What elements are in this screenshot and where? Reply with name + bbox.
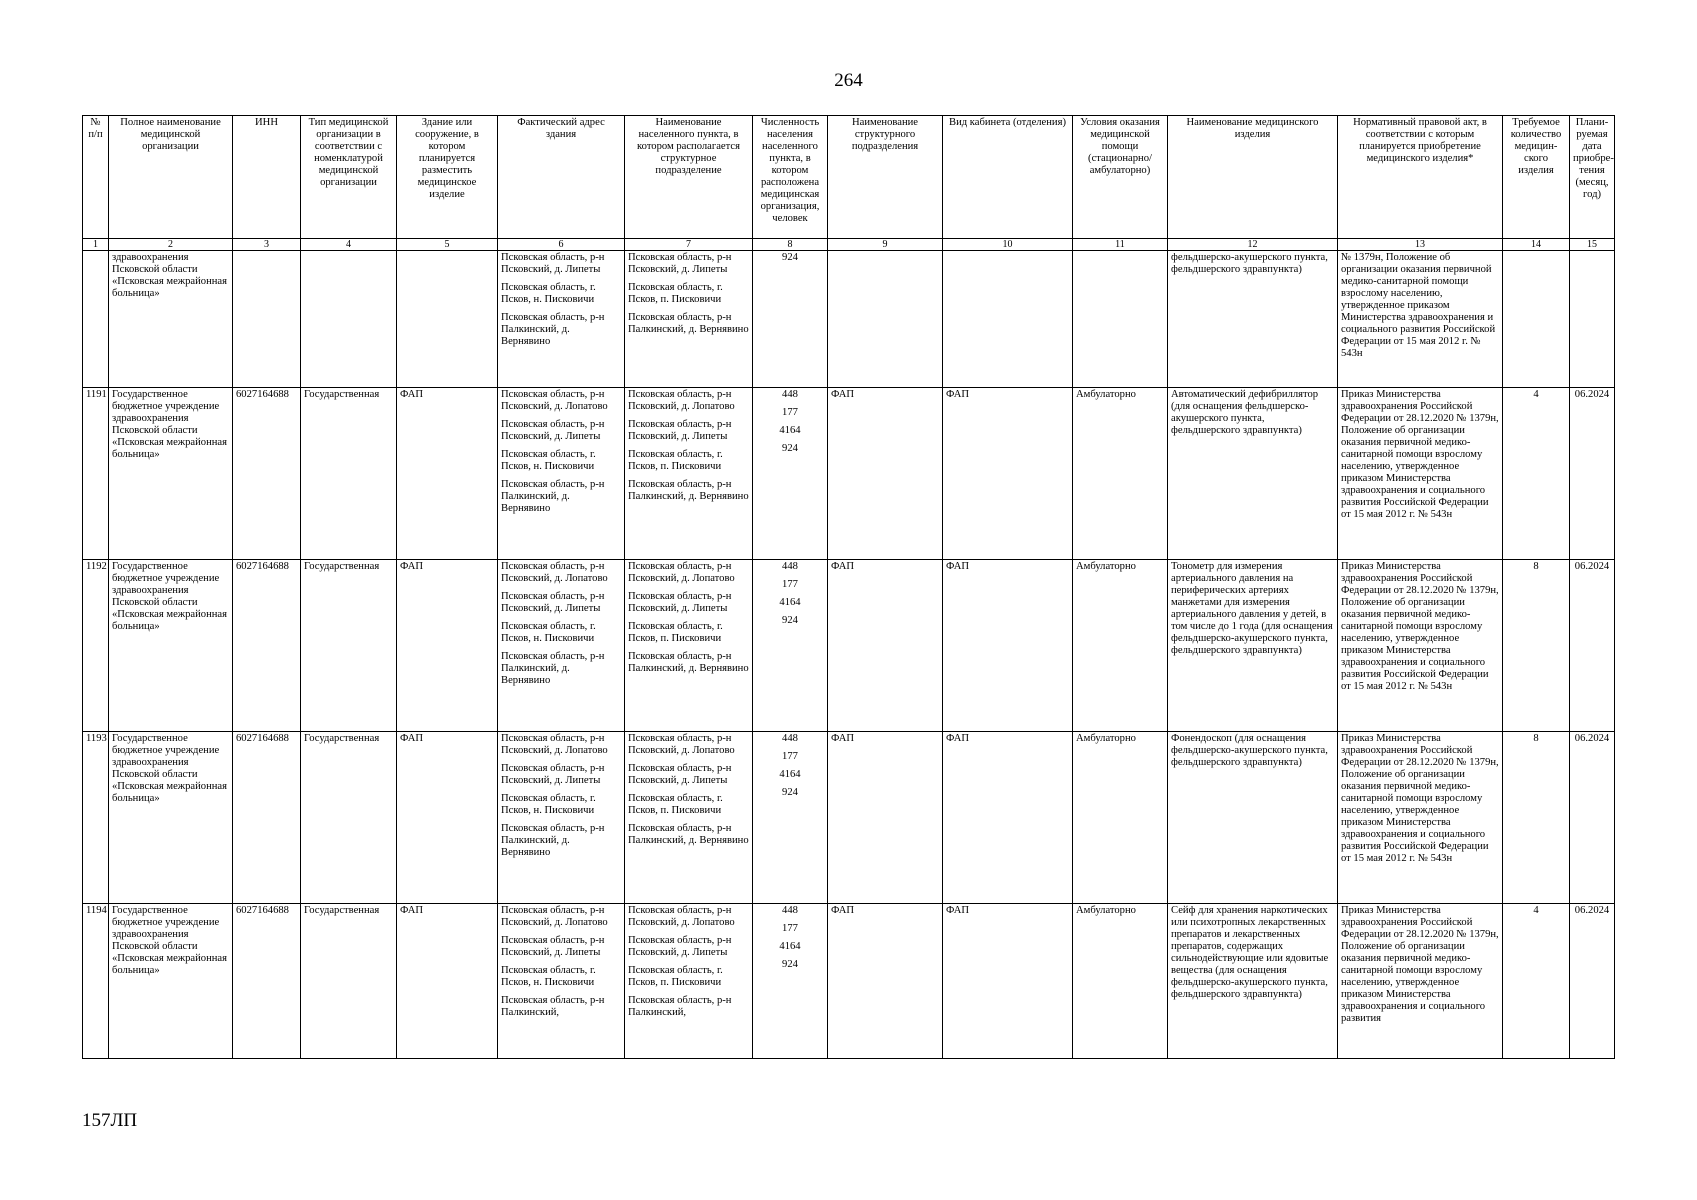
settlement: Псковская область, р-н Палкинский, д. Вернявино (628, 479, 749, 502)
column-header: Тип медицинской организации в соответствии с номенклатурой медицинской организации (301, 116, 397, 239)
inn: 6027164688 (233, 732, 301, 904)
population: 177 (782, 579, 798, 590)
address: Псковская область, р-н Псковский, д. Липеты (501, 935, 605, 958)
quantity: 4 (1503, 388, 1570, 560)
inn: 6027164688 (233, 388, 301, 560)
row-number: 1192 (83, 560, 109, 732)
address: Псковская область, г. Псков, н. Писковичи (501, 793, 596, 816)
column-header: ИНН (233, 116, 301, 239)
address: Псковская область, р-н Псковский, д. Лопатово (501, 389, 608, 412)
legal-act: Приказ Министерства здравоохранения Российской Федерации от 28.12.2020 № 1379н, Положение об организации оказания первичной медико-санитарной помощи взрослому населению, утвержденное приказом Министерства здравоохранения и социального развития Российской Федерации от 15 мая 2012 г. № 543н (1338, 732, 1503, 904)
column-header: Наименование структурного подразделения (828, 116, 943, 239)
settlement: Псковская область, р-н Псковский, д. Липеты (628, 763, 732, 786)
settlement: Псковская область, р-н Псковский, д. Лопатово (628, 389, 735, 412)
subdivision (828, 251, 943, 388)
address-cell (498, 388, 625, 560)
column-header: Фактический адрес здания (498, 116, 625, 239)
subdivision: ФАП (828, 560, 943, 732)
column-header: Наименование населенного пункта, в котором располагается структурное подразделение (625, 116, 753, 239)
org-name: Государственное бюджетное учреждение здравоохранения Псковской области «Псковская межрайонная больница» (109, 560, 233, 732)
address: Псковская область, р-н Палкинский, д. Вернявино (501, 651, 605, 686)
settlement: Псковская область, р-н Псковский, д. Липеты (628, 935, 732, 958)
column-header: Здание или сооружение, в котором планируется разместить медицинское изделие (397, 116, 498, 239)
org-type (301, 251, 397, 388)
purchase-date: 06.2024 (1570, 904, 1615, 1059)
column-number: 11 (1073, 239, 1168, 251)
purchase-date: 06.2024 (1570, 560, 1615, 732)
population: 448 (782, 733, 798, 744)
column-number: 8 (753, 239, 828, 251)
row-number: 1193 (83, 732, 109, 904)
table-row (83, 732, 1615, 904)
population: 448 (782, 905, 798, 916)
settlement-cell (625, 251, 753, 388)
subdivision: ФАП (828, 388, 943, 560)
settlement: Псковская область, г. Псков, п. Писковичи (628, 449, 723, 472)
cabinet: ФАП (943, 904, 1073, 1059)
settlement-cell (625, 904, 753, 1059)
population: 4164 (779, 425, 801, 436)
conditions: Амбулаторно (1073, 732, 1168, 904)
settlement: Псковская область, р-н Псковский, д. Лопатово (628, 561, 735, 584)
address-cell (498, 904, 625, 1059)
settlement: Псковская область, р-н Псковский, д. Липеты (628, 252, 732, 275)
cabinet (943, 251, 1073, 388)
column-number: 7 (625, 239, 753, 251)
inn: 6027164688 (233, 560, 301, 732)
org-name: Государственное бюджетное учреждение здравоохранения Псковской области «Псковская межрайонная больница» (109, 388, 233, 560)
settlement: Псковская область, г. Псков, п. Писковичи (628, 621, 723, 644)
population-cell (753, 251, 828, 388)
column-number: 14 (1503, 239, 1570, 251)
org-name: Государственное бюджетное учреждение здравоохранения Псковской области «Псковская межрайонная больница» (109, 904, 233, 1059)
column-number: 3 (233, 239, 301, 251)
address: Псковская область, г. Псков, н. Писковичи (501, 965, 596, 988)
legal-act: Приказ Министерства здравоохранения Российской Федерации от 28.12.2020 № 1379н, Положение об организации оказания первичной медико-санитарной помощи взрослому населению, утвержденное приказом Министерства здравоохранения и социального развития Российской Федерации от 15 мая 2012 г. № 543н (1338, 560, 1503, 732)
column-number: 9 (828, 239, 943, 251)
legal-act: № 1379н, Положение об организации оказания первичной медико-санитарной помощи взрослому населению, утвержденное приказом Министерства здравоохранения и социального развития Российской Федерации от 15 мая 2012 г. № 543н (1338, 251, 1503, 388)
settlement: Псковская область, р-н Палкинский, д. Вернявино (628, 312, 749, 335)
org-type: Государственная (301, 732, 397, 904)
address: Псковская область, г. Псков, н. Писковичи (501, 449, 596, 472)
address: Псковская область, р-н Псковский, д. Лопатово (501, 561, 608, 584)
address-cell (498, 732, 625, 904)
device-name: Фонендоскоп (для оснащения фельдшерско-акушерского пункта, фельдшерского здравпункта) (1168, 732, 1338, 904)
org-name: Государственное бюджетное учреждение здравоохранения Псковской области «Псковская межрайонная больница» (109, 732, 233, 904)
population: 4164 (779, 941, 801, 952)
settlement: Псковская область, р-н Псковский, д. Лопатово (628, 905, 735, 928)
table-row-continuation (83, 251, 1615, 388)
population: 448 (782, 389, 798, 400)
quantity: 4 (1503, 904, 1570, 1059)
quantity: 8 (1503, 560, 1570, 732)
inn (233, 251, 301, 388)
legal-act: Приказ Министерства здравоохранения Российской Федерации от 28.12.2020 № 1379н, Положение об организации оказания первичной медико-санитарной помощи взрослому населению, утвержденное приказом Министерства здравоохранения и социального развития Российской Федерации от 15 мая 2012 г. № 543н (1338, 388, 1503, 560)
population: 4164 (779, 769, 801, 780)
org-type: Государственная (301, 388, 397, 560)
population-cell (753, 732, 828, 904)
device-name: фельдшерско-акушерского пункта, фельдшерского здравпункта) (1168, 251, 1338, 388)
column-number: 1 (83, 239, 109, 251)
settlement: Псковская область, р-н Палкинский, д. Вернявино (628, 823, 749, 846)
population: 924 (782, 615, 798, 626)
population: 177 (782, 751, 798, 762)
settlement: Псковская область, р-н Палкинский, (628, 995, 732, 1018)
address: Псковская область, г. Псков, н. Писковичи (501, 282, 596, 305)
population: 924 (782, 787, 798, 798)
subdivision: ФАП (828, 732, 943, 904)
inn: 6027164688 (233, 904, 301, 1059)
row-number: 1191 (83, 388, 109, 560)
subdivision: ФАП (828, 904, 943, 1059)
purchase-date (1570, 251, 1615, 388)
row-number (83, 251, 109, 388)
org-type: Государственная (301, 904, 397, 1059)
settlement: Псковская область, р-н Псковский, д. Липеты (628, 419, 732, 442)
conditions: Амбулаторно (1073, 388, 1168, 560)
address: Псковская область, р-н Псковский, д. Лопатово (501, 733, 608, 756)
purchase-date: 06.2024 (1570, 388, 1615, 560)
building: ФАП (397, 732, 498, 904)
column-header: Условия оказания медицинской помощи (стационарно/ амбулаторно) (1073, 116, 1168, 239)
column-header: Наименование медицинского изделия (1168, 116, 1338, 239)
equipment-register-table (82, 115, 1615, 1059)
settlement-cell (625, 560, 753, 732)
row-number: 1194 (83, 904, 109, 1059)
address-cell (498, 560, 625, 732)
cabinet: ФАП (943, 560, 1073, 732)
column-number: 13 (1338, 239, 1503, 251)
table-row (83, 904, 1615, 1059)
building (397, 251, 498, 388)
address: Псковская область, р-н Псковский, д. Липеты (501, 591, 605, 614)
building: ФАП (397, 388, 498, 560)
settlement: Псковская область, г. Псков, п. Писковичи (628, 282, 723, 305)
population: 4164 (779, 597, 801, 608)
page-number: 264 (834, 70, 863, 91)
address: Псковская область, р-н Псковский, д. Липеты (501, 252, 605, 275)
address: Псковская область, р-н Палкинский, д. Вернявино (501, 479, 605, 514)
column-header: Численность населения населенного пункта, в котором расположена медицинская организация, человек (753, 116, 828, 239)
legal-act: Приказ Министерства здравоохранения Российской Федерации от 28.12.2020 № 1379н, Положение об организации оказания первичной медико-санитарной помощи взрослому населению, утвержденное приказом Министерства здравоохранения и социального развития (1338, 904, 1503, 1059)
column-header: Требуемое количество медицин-ского изделия (1503, 116, 1570, 239)
population: 177 (782, 923, 798, 934)
population: 924 (782, 959, 798, 970)
column-number-row (83, 239, 1615, 251)
purchase-date: 06.2024 (1570, 732, 1615, 904)
address: Псковская область, р-н Палкинский, (501, 995, 605, 1018)
header-row (83, 116, 1615, 239)
settlement: Псковская область, р-н Палкинский, д. Вернявино (628, 651, 749, 674)
conditions: Амбулаторно (1073, 560, 1168, 732)
population: 448 (782, 561, 798, 572)
quantity (1503, 251, 1570, 388)
population-cell (753, 560, 828, 732)
settlement-cell (625, 388, 753, 560)
column-number: 4 (301, 239, 397, 251)
address: Псковская область, г. Псков, н. Писковичи (501, 621, 596, 644)
column-number: 2 (109, 239, 233, 251)
column-header: № п/п (83, 116, 109, 239)
device-name: Тонометр для измерения артериального давления на периферических артериях манжетами для измерения артериального давления у детей, в том числе до 1 года (для оснащения фельдшерско-акушерского пункта, фельдшерского здравпункта) (1168, 560, 1338, 732)
conditions: Амбулаторно (1073, 904, 1168, 1059)
column-number: 6 (498, 239, 625, 251)
settlement: Псковская область, р-н Псковский, д. Липеты (628, 591, 732, 614)
column-header: Нормативный правовой акт, в соответствии с которым планируется приобретение медицинского изделия* (1338, 116, 1503, 239)
footer-code: 157ЛП (82, 1110, 138, 1131)
column-number: 12 (1168, 239, 1338, 251)
org-type: Государственная (301, 560, 397, 732)
address: Псковская область, р-н Палкинский, д. Вернявино (501, 823, 605, 858)
column-header: Полное наименование медицинской организации (109, 116, 233, 239)
cabinet: ФАП (943, 732, 1073, 904)
population-cell (753, 388, 828, 560)
column-header: Плани-руемая дата приобре-тения (месяц, год) (1570, 116, 1615, 239)
column-number: 15 (1570, 239, 1615, 251)
address-cell (498, 251, 625, 388)
building: ФАП (397, 904, 498, 1059)
quantity: 8 (1503, 732, 1570, 904)
settlement-cell (625, 732, 753, 904)
table-row (83, 388, 1615, 560)
population: 924 (782, 443, 798, 454)
conditions (1073, 251, 1168, 388)
address: Псковская область, р-н Псковский, д. Липеты (501, 419, 605, 442)
population-cell (753, 904, 828, 1059)
table-row (83, 560, 1615, 732)
device-name: Автоматический дефибриллятор (для оснащения фельдшерско-акушерского пункта, фельдшерского здравпункта) (1168, 388, 1338, 560)
settlement: Псковская область, г. Псков, п. Писковичи (628, 793, 723, 816)
address: Псковская область, р-н Псковский, д. Липеты (501, 763, 605, 786)
column-header: Вид кабинета (отделения) (943, 116, 1073, 239)
address: Псковская область, р-н Псковский, д. Лопатово (501, 905, 608, 928)
settlement: Псковская область, г. Псков, п. Писковичи (628, 965, 723, 988)
settlement: Псковская область, р-н Псковский, д. Лопатово (628, 733, 735, 756)
column-number: 10 (943, 239, 1073, 251)
address: Псковская область, р-н Палкинский, д. Вернявино (501, 312, 605, 347)
population: 177 (782, 407, 798, 418)
org-name: здравоохранения Псковской области «Псковская межрайонная больница» (109, 251, 233, 388)
building: ФАП (397, 560, 498, 732)
population: 924 (782, 252, 798, 263)
device-name: Сейф для хранения наркотических или психотропных лекарственных препаратов и лекарственных препаратов, содержащих сильнодействующие или ядовитые вещества (для оснащения фельдшерско-акушерского пункта, фельдшерского здравпункта) (1168, 904, 1338, 1059)
cabinet: ФАП (943, 388, 1073, 560)
column-number: 5 (397, 239, 498, 251)
